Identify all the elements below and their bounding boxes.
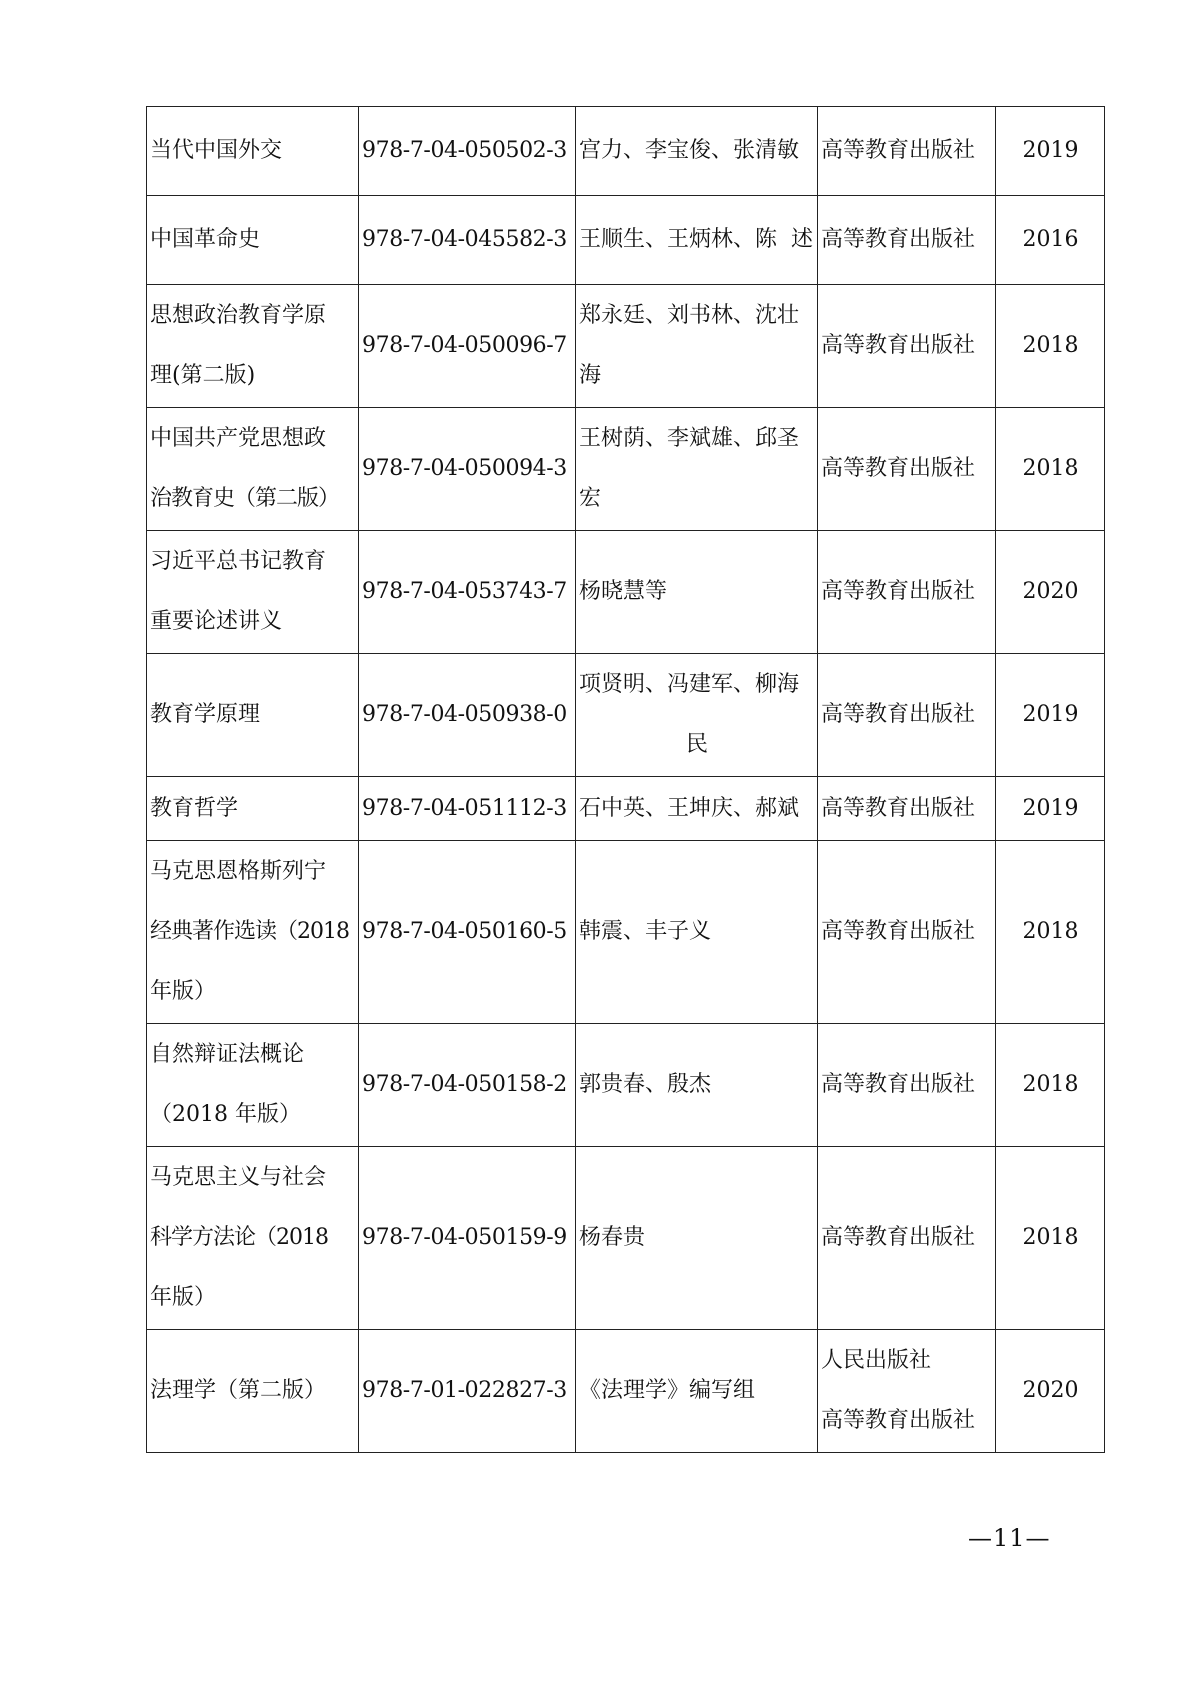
author-cell — [576, 531, 818, 654]
year-cell: 2019 — [996, 654, 1105, 777]
book-title-line: 当代中国外交 — [150, 138, 283, 163]
publisher-cell — [818, 1330, 996, 1453]
year-cell: 2018 — [996, 1024, 1105, 1147]
book-title-line: 马克思主义与社会 — [150, 1165, 327, 1190]
publisher-line: 高等教育出版社 — [821, 1225, 976, 1250]
isbn-cell: 978-7-04-050502-3 — [359, 107, 576, 196]
author-cell — [576, 408, 818, 531]
table-row — [147, 531, 1105, 654]
isbn-cell: 978-7-04-050938-0 — [359, 654, 576, 777]
book-title-cell — [147, 654, 359, 777]
author-cell — [576, 654, 818, 777]
page-number: —11— — [968, 1524, 1051, 1552]
author-cell — [576, 777, 818, 841]
table-row — [147, 841, 1105, 1024]
publisher-line: 高等教育出版社 — [821, 456, 976, 481]
year-cell: 2020 — [996, 531, 1105, 654]
book-title-line: 教育哲学 — [150, 795, 239, 821]
book-title-cell — [147, 777, 359, 841]
table-row — [147, 654, 1105, 777]
author-line: 王树荫、李斌雄、邱圣 — [579, 426, 800, 451]
author-line: 项贤明、冯建军、柳海 — [579, 672, 800, 697]
author-cell — [576, 107, 818, 196]
publisher-line: 高等教育出版社 — [821, 579, 976, 604]
author-line: 杨春贵 — [579, 1225, 646, 1250]
year-cell: 2018 — [996, 841, 1105, 1024]
publisher-cell — [818, 408, 996, 531]
author-line: 宫力、李宝俊、张清敏 — [579, 138, 800, 163]
book-title-line: 治教育史（第二版） — [150, 486, 340, 511]
isbn-cell: 978-7-04-050158-2 — [359, 1024, 576, 1147]
isbn-cell: 978-7-04-051112-3 — [359, 777, 576, 841]
book-title-cell — [147, 1024, 359, 1147]
book-title-cell — [147, 1330, 359, 1453]
author-line: 郭贵春、殷杰 — [579, 1072, 712, 1097]
year-cell: 2018 — [996, 285, 1105, 408]
author-line: 王顺生、王炳林、陈 述 — [579, 227, 813, 252]
book-title-cell — [147, 285, 359, 408]
author-cell — [576, 285, 818, 408]
table-row — [147, 1024, 1105, 1147]
author-line: 韩震、丰子义 — [579, 919, 712, 944]
publisher-line: 高等教育出版社 — [821, 1072, 976, 1097]
book-title-line: 经典著作选读（2018 — [150, 919, 349, 944]
isbn-cell: 978-7-04-053743-7 — [359, 531, 576, 654]
publisher-line: 高等教育出版社 — [821, 795, 976, 821]
publisher-cell — [818, 285, 996, 408]
book-title-line: 理(第二版) — [150, 363, 256, 388]
book-title-line: 中国共产党思想政 — [150, 426, 327, 451]
publisher-cell — [818, 777, 996, 841]
book-title-cell — [147, 531, 359, 654]
book-title-line: 自然辩证法概论 — [150, 1042, 305, 1067]
publisher-cell — [818, 1147, 996, 1330]
publisher-line: 高等教育出版社 — [821, 919, 976, 944]
isbn-cell: 978-7-04-050159-9 — [359, 1147, 576, 1330]
book-title-line: 马克思恩格斯列宁 — [150, 859, 327, 884]
book-title-cell — [147, 841, 359, 1024]
publisher-line: 高等教育出版社 — [821, 702, 976, 727]
book-title-cell — [147, 1147, 359, 1330]
year-cell: 2019 — [996, 107, 1105, 196]
author-line: 杨晓慧等 — [579, 579, 668, 604]
isbn-cell: 978-7-01-022827-3 — [359, 1330, 576, 1453]
author-cell — [576, 841, 818, 1024]
author-cell — [576, 1024, 818, 1147]
author-line: 郑永廷、刘书林、沈壮 — [579, 303, 800, 328]
table-body — [147, 107, 1105, 1453]
table-row — [147, 285, 1105, 408]
author-line: 民 — [685, 732, 708, 757]
book-title-cell — [147, 107, 359, 196]
isbn-cell: 978-7-04-045582-3 — [359, 196, 576, 285]
table-row — [147, 107, 1105, 196]
publisher-cell — [818, 107, 996, 196]
table-row — [147, 408, 1105, 531]
book-title-line: 中国革命史 — [150, 227, 261, 252]
publisher-line: 高等教育出版社 — [821, 138, 976, 163]
book-title-line: 思想政治教育学原 — [150, 303, 327, 328]
publisher-cell — [818, 1024, 996, 1147]
year-cell: 2016 — [996, 196, 1105, 285]
book-title-line: 法理学（第二版） — [150, 1378, 327, 1403]
table-row — [147, 777, 1105, 841]
table-row — [147, 1147, 1105, 1330]
book-title-cell — [147, 196, 359, 285]
isbn-cell: 978-7-04-050096-7 — [359, 285, 576, 408]
book-title-line: 重要论述讲义 — [150, 609, 283, 634]
publisher-line: 高等教育出版社 — [821, 333, 976, 358]
book-title-line: 习近平总书记教育 — [150, 549, 327, 574]
author-cell — [576, 196, 818, 285]
year-cell: 2018 — [996, 1147, 1105, 1330]
book-title-cell — [147, 408, 359, 531]
author-cell — [576, 1330, 818, 1453]
publisher-cell — [818, 654, 996, 777]
publisher-line: 高等教育出版社 — [821, 1408, 976, 1433]
year-cell: 2019 — [996, 777, 1105, 841]
book-title-line: 科学方法论（2018 — [150, 1225, 328, 1250]
book-title-line: （2018 年版） — [150, 1102, 301, 1127]
year-cell: 2018 — [996, 408, 1105, 531]
book-title-line: 年版） — [150, 1285, 217, 1310]
author-line: 石中英、王坤庆、郝斌 — [579, 795, 800, 821]
publisher-cell — [818, 196, 996, 285]
isbn-cell: 978-7-04-050094-3 — [359, 408, 576, 531]
author-line: 《法理学》编写组 — [579, 1378, 756, 1403]
year-cell: 2020 — [996, 1330, 1105, 1453]
book-title-line: 年版） — [150, 979, 217, 1004]
publisher-line: 人民出版社 — [821, 1348, 932, 1373]
book-list-table — [146, 106, 1105, 1453]
author-cell — [576, 1147, 818, 1330]
publisher-cell — [818, 841, 996, 1024]
publisher-cell — [818, 531, 996, 654]
table-row — [147, 196, 1105, 285]
book-title-line: 教育学原理 — [150, 702, 261, 727]
table-row — [147, 1330, 1105, 1453]
author-line: 海 — [579, 363, 602, 388]
publisher-line: 高等教育出版社 — [821, 227, 976, 252]
author-line: 宏 — [579, 486, 602, 511]
isbn-cell: 978-7-04-050160-5 — [359, 841, 576, 1024]
